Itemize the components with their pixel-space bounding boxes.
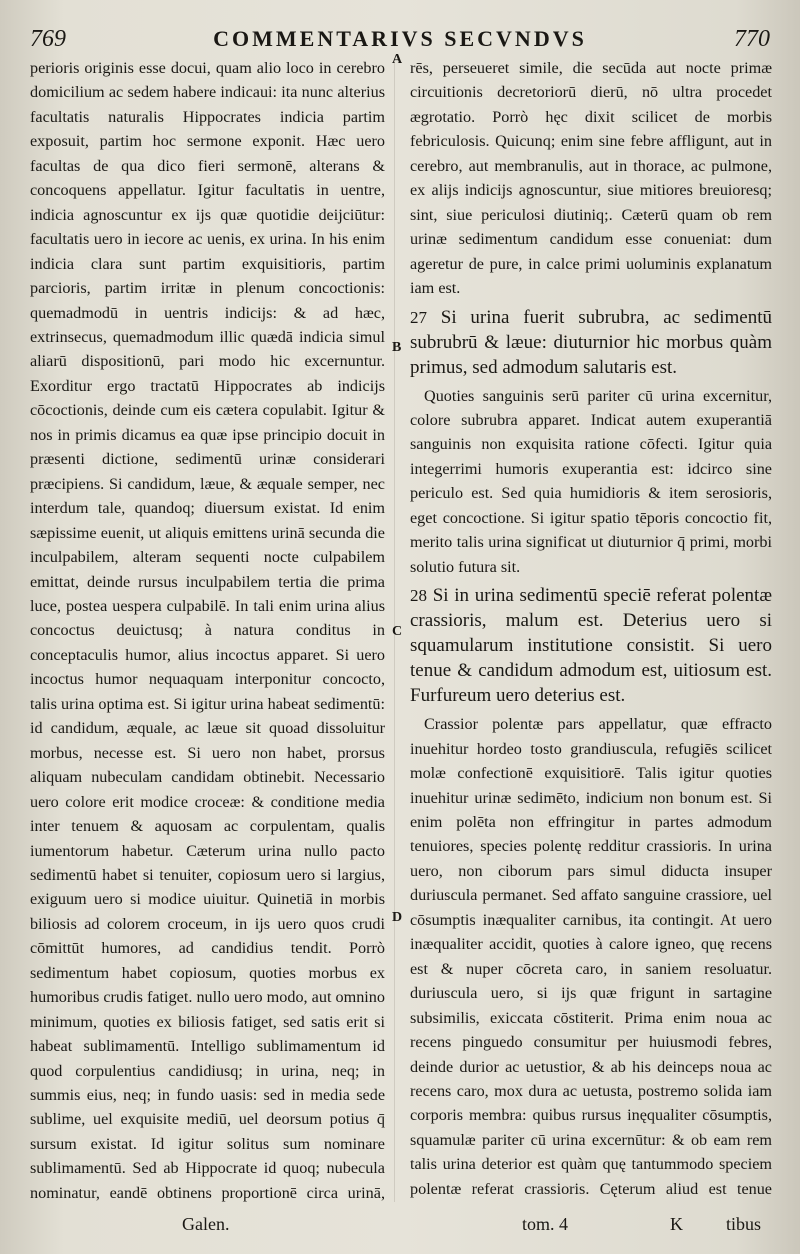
right-text-block: Crassior polentæ pars appellatur, quæ effracto inuehitur hordeo tosto grandiuscula, refugiēs scilicet molæ confectionē exquisitiorē. Talis igitur quoties inuehitur urinæ sedimēto, indicium non bonum est. Si enim polēta non effringitur in partes admodum tenuiores, species polentę redditur crassioris. In urina uero, non ciborum pars simul diducta insuper duriuscula permanet. Sed affato sanguine crassiore, uel cōsumptis inæqualiter carnibus, ita contingit. At uero inæqualiter accidit, quoties à calore igneo, quę recens est & nuper cōcreta caro, in saniem resoluatur. duriuscula uero, si ijs quæ frigunt in sartagine subsimilis, exiccata cōstiterit. Prima enim noua ac recens pinguedo consumitur per huiusmodi febres, deinde durior ac uetustior, & ab his deinceps noua ac recens caro, mox dura ac uetusta, postremo solida iam corporis membra: quibus rursus inęqualiter cōsumptis, squamulæ pariter cū urina excernūtur: & ob eam rem talis urina deterior est quàm quę tantummodo speciem polentæ referat crassioris. Cęterum aliud est tenue xyxy=(410,715,772,1198)
aphorism-number: 27 xyxy=(410,307,427,327)
margin-letter-b: B xyxy=(392,340,402,355)
right-text-block: Quoties sanguinis serū pariter cū urina excernitur, colore subrubra apparet. Indicat autem exuperantiā sanguinis non exquisita ratione cōfecti. Igitur quia integerrimi humoris exuperantia est: idcirco sine periculo est. Sed quia humidioris & item serosioris, eget concoctione. Si igitur spatio tēporis concoctio fit, merito talis urina significat ut diuturnior q̄ primi, morbi solutio futura sit. xyxy=(410,386,772,576)
margin-letter-c: C xyxy=(392,624,403,639)
aphorism-27 xyxy=(410,305,772,380)
right-page-number: 770 xyxy=(734,25,770,52)
left-page-number: 769 xyxy=(30,25,66,52)
footer-volume: tom. 4 xyxy=(522,1214,569,1234)
aphorism-text: Si urina fuerit subrubra, ac sedimentū subrubrū & læue: diuturnior hic morbus quàm primus, sed admodum salutaris est. xyxy=(410,306,772,378)
aphorism-text: Si in urina sedimentū speciē referat polentæ crassioris, malum est. Deterius uero si squamularum institutione consistit. Si uero tenue & candidum admodum est, uitiosum est. Furfureum uero deterius est. xyxy=(410,585,772,707)
margin-letter-d: D xyxy=(392,910,403,925)
aphorism-28 xyxy=(410,583,772,708)
page-footer xyxy=(0,1214,800,1240)
aphorism-number: 28 xyxy=(410,586,427,606)
right-column xyxy=(410,56,772,1204)
running-title: COMMENTARIVS SECVNDVS xyxy=(213,26,587,51)
right-text-block: rēs, perseueret simile, die secūda aut nocte primæ circuitionis decretoriorū dierū, nō ultra procedet ægrotatio. Porrò hęc dixit scilicet de morbis febriculosis. Quicunq; enim sine febre affligunt, aut in cerebro, aut membranulis, aut in thorace, ac pulmone, ex alijs indicijs agnoscuntur, siue mitiores breuioresq; sint, siue periculosi diutiniq;. Cæterū quam ob rem urinæ sedimentum candidum esse conueniat: dum ageretur de pure, in calce primi uoluminis explanatum iam est. xyxy=(410,59,772,298)
footer-catchword: tibus xyxy=(726,1214,762,1234)
footer-signature: Galen. xyxy=(182,1214,230,1234)
margin-letter-a: A xyxy=(392,52,403,67)
footer-gathering: K xyxy=(670,1214,683,1234)
left-column xyxy=(30,56,385,1204)
left-column-text: perioris originis esse docui, quam alio loco in cerebro domicilium ac sedem habere indicaui: ita nunc alterius facultatis naturalis Hippocrates indicia partim exposuit, partim hoc sermone exponit. Hæc uero facultas de qua dico fieri sermonē, alterans & concoquens appellatur. Igitur facultatis in uentre, indicia agnoscuntur ex ijs quæ quotidie deijciūtur: facultatis uero in iecore ac uenis, ex urina. In his enim indicia clara sunt partim exquisitioris, partim parcioris, partim irritæ in plenum concoctionis: quemadmodū in uentris indicijs: & ad hæc, extrinsecus, quemadmodum illic quædā indicia simul aliarū dispositionū, pari modo hic excernuntur. Exorditur ergo tractatū Hippocrates ab indicijs cōcoctionis, deinde cum eis cætera copulabit. Igitur & nos in primis dicamus ea quæ ipse principio docuit in præsenti dictione, sedimentū urinæ considerari præcipiens. Si candidum, læue, & æquale semper, nec interdum tale, quandoq; diuersum existat. Id enim sæpissime euenit, ut aliquis emittens urinā secunda die inculpabilem, alteram sequenti nocte culpabilem emittat, deinde rursus inculpabilem tertia die prima luce, postea uespera culpabilē. In tali enim urina alius concoctus deuictusq; à natura conditus in conceptaculis humor, alius incoctus apparet. Si uero incoctus humor nequaquam interponitur concocto, talis urina optima est. Si igitur urina habeat sedimentū: id candidum, æquale, ac læue sit quoad dissoluitur morbus, necesse est. Si uero non habet, prorsus aliquam nubeculam candidam obtinebit. Necessario uero colore erit modice croceæ: & conditione media inter tenuem & aquosam ac corpulentam, qualis iumentorum habetur. Cæterum urina nullo pacto sedimentū habet si tenuiter, copiosum uero si largius, exiguum uero si modice uiuitur. Quinetiā in morbis biliosis ad colorem croceum, in ijs uero quos crudi cōmittūt humores, ad candidius tendit. Porrò sedimentum habet copiosum, quoties morbus ex humoribus crudis fatiget. nullo uero modo, aut omnino minimum, quoties ex biliosis fatiget, sed satis erit si habeat sublimamentū. Intelligo sublimamentum id quod corpulentius candidiusq; in urina, neq; in summis eius, neq; in fundo uasis: sed in media sede sublime, uel exquisite mediū, uel deorsum potius q̄ sursum existat. Id igitur solitus sum nominare sublimamentū. Sed ab Hippocrate id quoq; nubecula nominatur, eandē obtinens proportionē circa urinā, xyxy=(30,59,385,1202)
margin-letters xyxy=(386,0,408,1254)
